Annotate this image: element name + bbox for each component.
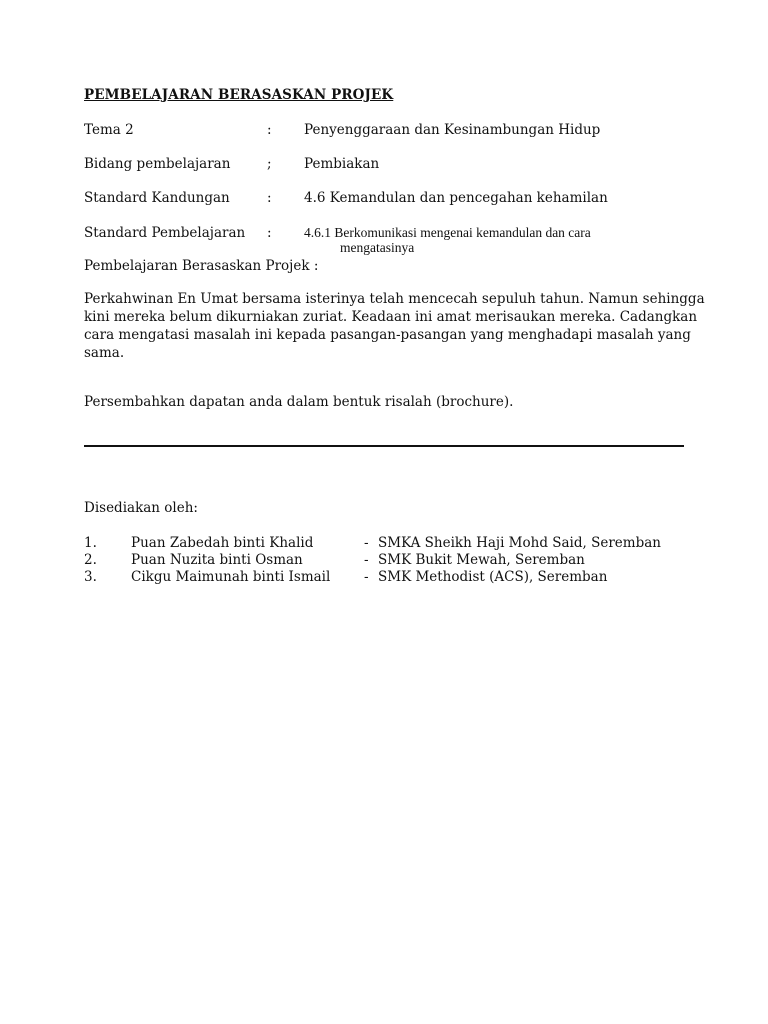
paragraph-line: Perkahwinan En Umat bersama isterinya telah mencecah sepuluh tahun. Namun sehingga (84, 291, 705, 307)
document-title: PEMBELAJARAN BERASASKAN PROJEK (84, 87, 394, 103)
paragraph-line: kini mereka belum dikurniakan zuriat. Keadaan ini amat merisaukan mereka. Cadangkan (84, 309, 698, 325)
field-standard-kandungan (84, 190, 704, 210)
field-value: 4.6 Kemandulan dan pencegahan kehamilan (304, 190, 608, 206)
field-label: Bidang pembelajaran (84, 156, 231, 172)
author-school: SMK Bukit Mewah, Seremban (378, 552, 585, 568)
scenario-paragraph (84, 290, 705, 362)
field-tema (84, 122, 704, 142)
paragraph-line: cara mengatasi masalah ini kepada pasangan-pasangan yang menghadapi masalah yang (84, 327, 691, 343)
author-dash: - (364, 552, 369, 568)
author-name: Puan Nuzita binti Osman (131, 552, 303, 568)
field-label: Standard Kandungan (84, 190, 230, 206)
field-value-continuation: mengatasinya (340, 240, 415, 255)
section-label: Pembelajaran Berasaskan Projek : (84, 258, 319, 274)
paragraph-line: sama. (84, 345, 125, 361)
field-separator: : (267, 190, 272, 206)
field-bidang-pembelajaran (84, 156, 704, 176)
author-number: 3. (84, 569, 97, 585)
field-standard-pembelajaran (84, 225, 704, 259)
field-value: Pembiakan (304, 156, 380, 172)
author-school: SMKA Sheikh Haji Mohd Said, Seremban (378, 535, 661, 551)
author-name: Cikgu Maimunah binti Ismail (131, 569, 331, 585)
author-number: 1. (84, 535, 97, 551)
author-school: SMK Methodist (ACS), Seremban (378, 569, 608, 585)
author-row (84, 535, 704, 553)
author-number: 2. (84, 552, 97, 568)
instruction-text: Persembahkan dapatan anda dalam bentuk risalah (brochure). (84, 394, 514, 410)
field-value: 4.6.1 Berkomunikasi mengenai kemandulan dan cara (304, 225, 591, 240)
field-label: Standard Pembelajaran (84, 225, 246, 241)
field-label: Tema 2 (84, 122, 134, 138)
field-separator: ; (267, 156, 272, 172)
author-name: Puan Zabedah binti Khalid (131, 535, 314, 551)
field-value: Penyenggaraan dan Kesinambungan Hidup (304, 122, 601, 138)
field-separator: : (267, 122, 272, 138)
author-row (84, 569, 704, 587)
author-dash: - (364, 569, 369, 585)
author-row (84, 552, 704, 570)
author-dash: - (364, 535, 369, 551)
prepared-by-label: Disediakan oleh: (84, 500, 198, 516)
field-separator: : (267, 225, 272, 241)
horizontal-divider (84, 445, 684, 447)
